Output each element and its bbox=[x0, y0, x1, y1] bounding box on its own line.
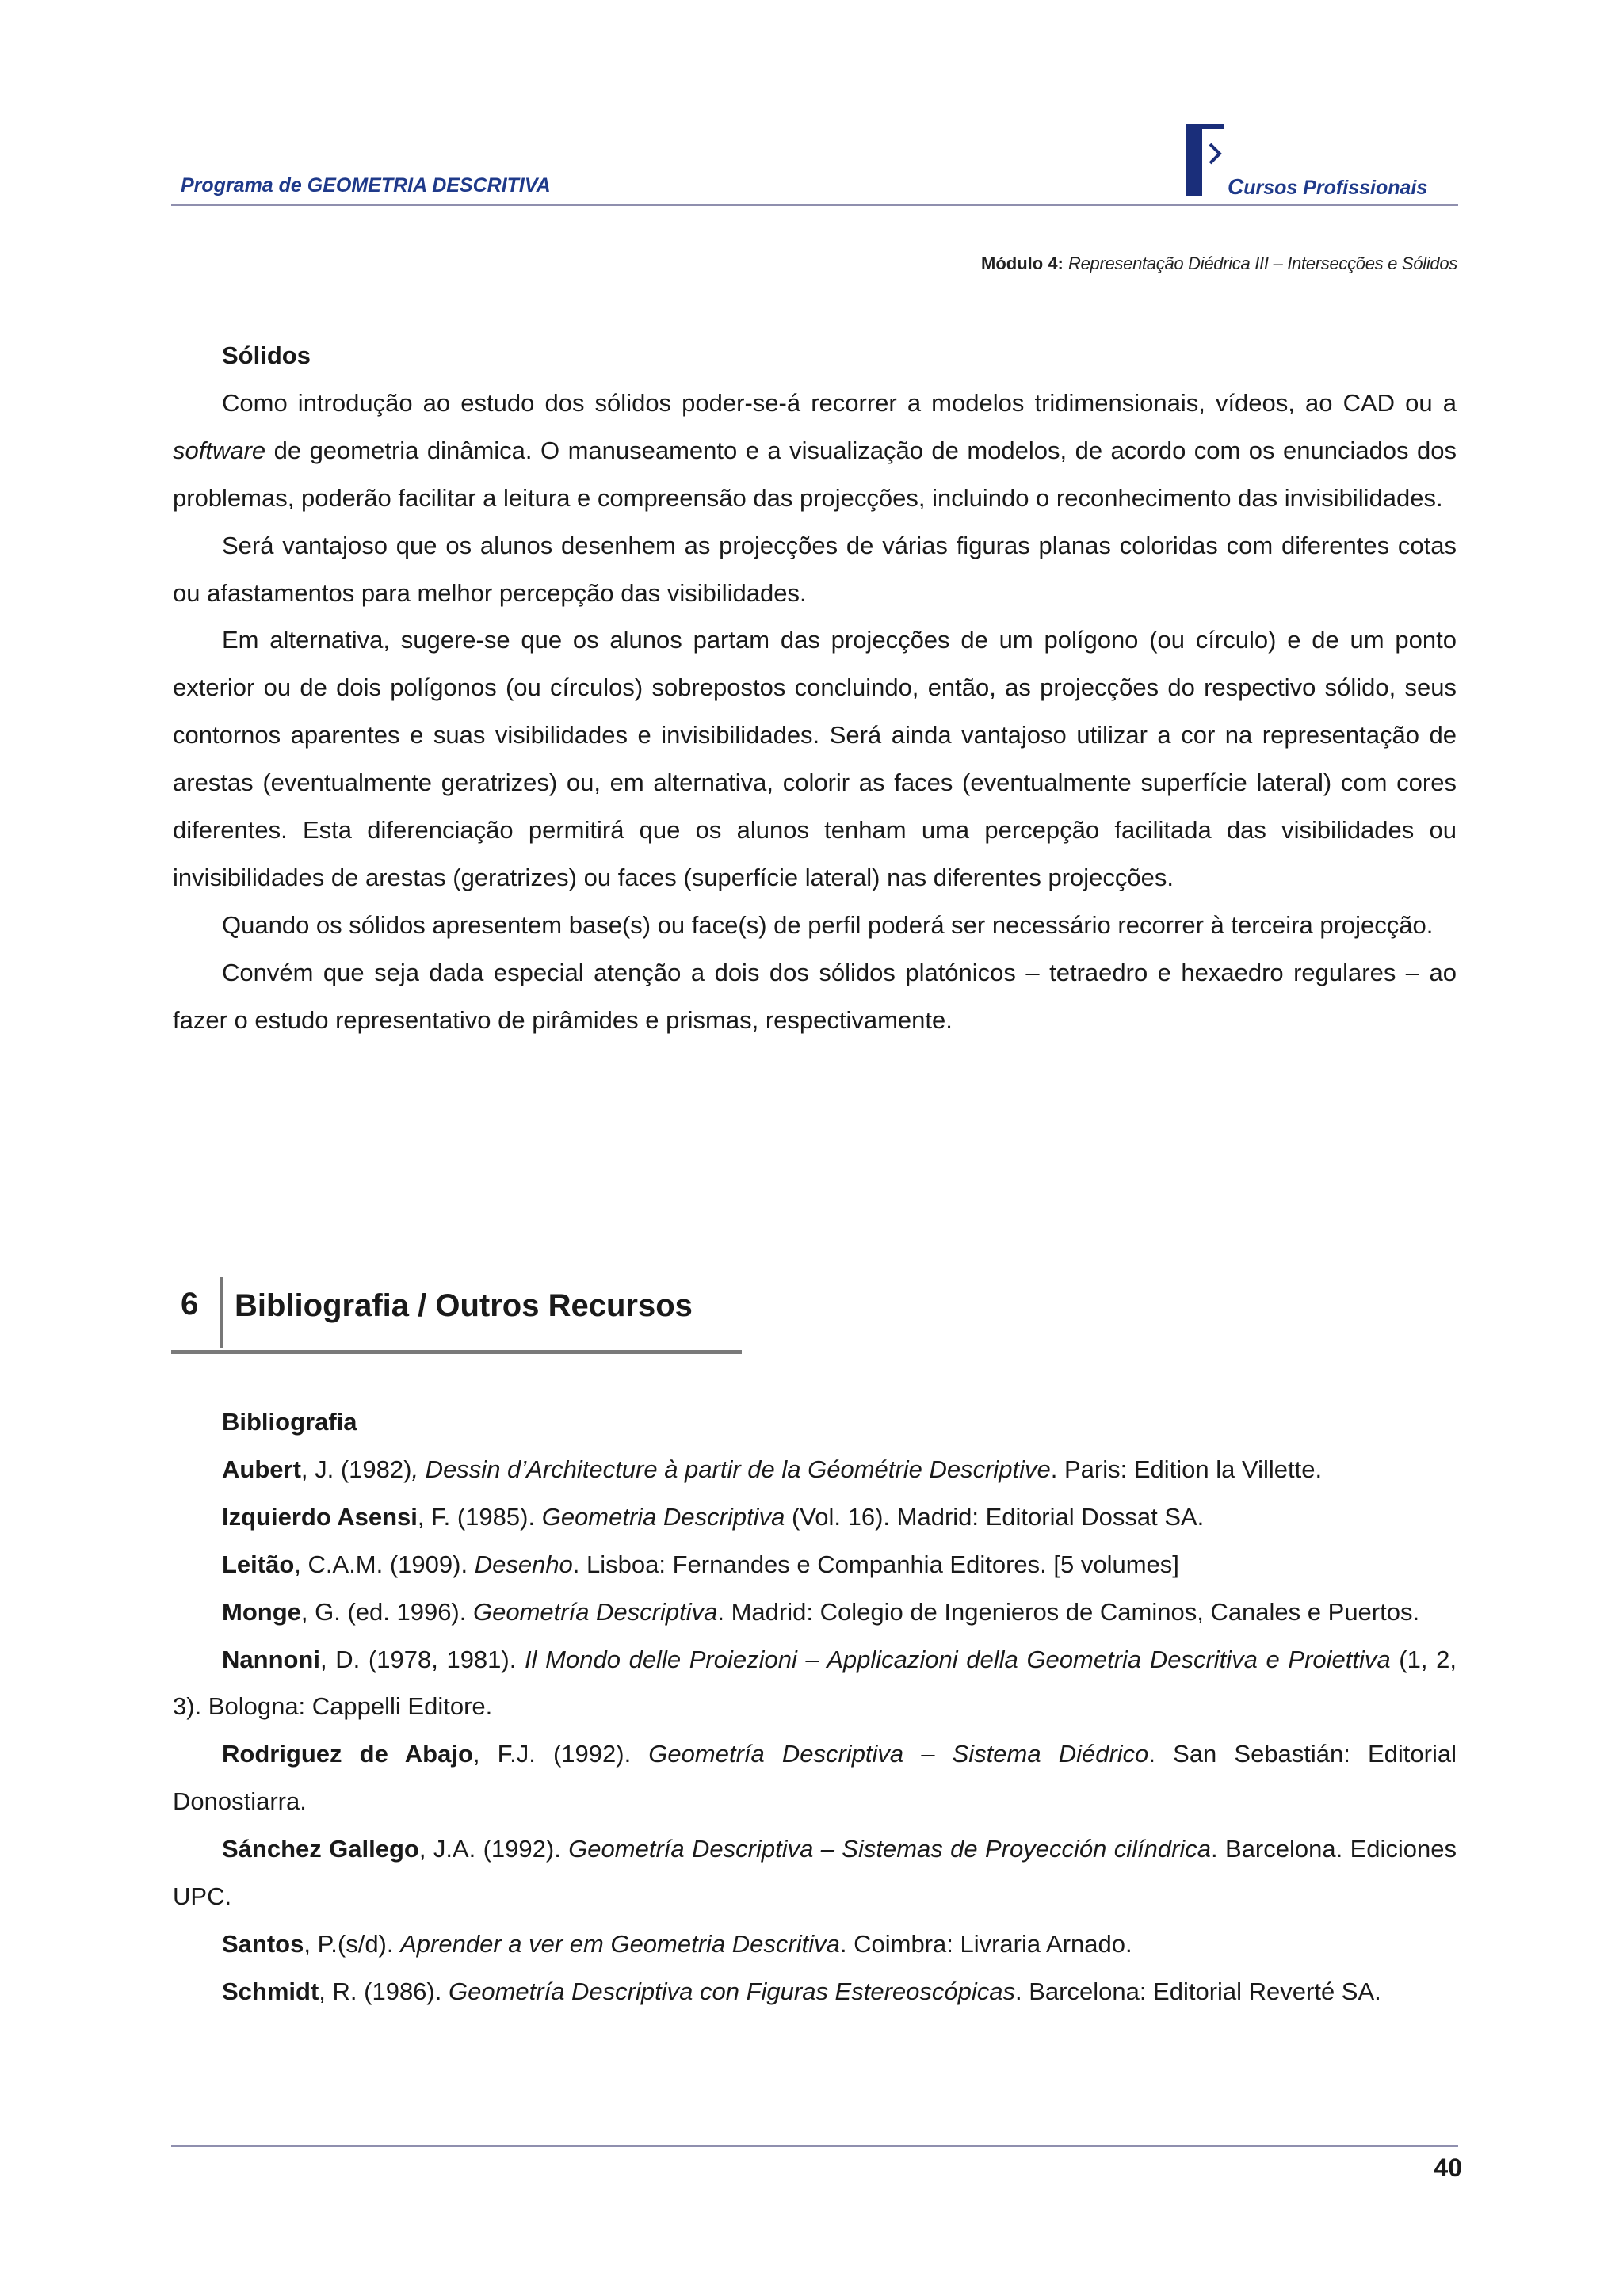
section-underline bbox=[171, 1350, 742, 1354]
bibliography-list bbox=[173, 1446, 1457, 2016]
entry-author: Santos bbox=[222, 1929, 304, 1958]
entry-author: Rodriguez de Abajo bbox=[222, 1740, 473, 1768]
entry-details: , P.(s/d). bbox=[304, 1929, 401, 1958]
entry-details: , F. (1985). bbox=[417, 1502, 542, 1531]
entry-publisher: . Barcelona: Editorial Reverté SA. bbox=[1015, 1977, 1381, 2005]
entry-author: Leitão bbox=[222, 1550, 295, 1578]
section-title: Bibliografia / Outros Recursos bbox=[235, 1288, 693, 1323]
bibliography-entry bbox=[173, 1730, 1457, 1825]
header-brand-rest: ursos Profissionais bbox=[1243, 177, 1428, 199]
entry-author: Izquierdo Asensi bbox=[222, 1502, 418, 1531]
solidos-heading: Sólidos bbox=[222, 341, 311, 369]
bibliography-entry bbox=[173, 1493, 1457, 1541]
paragraph: Convém que seja dada especial atenção a dois dos sólidos platónicos – tetraedro e hexaedro regulares – ao fazer o estudo representativo de pirâmides e prismas, respectivamente. bbox=[173, 958, 1457, 1034]
entry-title: Desenho bbox=[474, 1550, 573, 1578]
paragraph-text: de geometria dinâmica. O manuseamento e a visualização de modelos, de acordo com os enunciados dos problemas, poderão facilitar a leitura e compreensão das projecções, incluindo o reconhecimento das invisibilidades. bbox=[173, 436, 1457, 512]
entry-details: , R. (1986). bbox=[319, 1977, 449, 2005]
header-brand-initial: C bbox=[1228, 174, 1244, 199]
paragraph-emphasis: software bbox=[173, 436, 266, 464]
footer-rule bbox=[171, 2145, 1458, 2147]
header-brand bbox=[1228, 174, 1427, 200]
entry-title: Il Mondo delle Proiezioni – Applicazioni della Geometria Descritiva e Proiettiva bbox=[525, 1645, 1391, 1673]
paragraph-text: Como introdução ao estudo dos sólidos poder-se-á recorrer a modelos tridimensionais, vídeos, ao CAD ou a bbox=[222, 388, 1457, 417]
paragraph: Será vantajoso que os alunos desenhem as projecções de várias figuras planas coloridas com diferentes cotas ou afastamentos para melhor percepção das visibilidades. bbox=[173, 531, 1457, 607]
entry-author: Nannoni bbox=[222, 1645, 320, 1673]
entry-title: Geometria Descriptiva bbox=[541, 1502, 785, 1531]
entry-publisher: . Paris: Edition la Villette. bbox=[1050, 1455, 1323, 1483]
header-program-title: Programa de GEOMETRIA DESCRITIVA bbox=[181, 174, 551, 196]
page-number: 40 bbox=[1434, 2153, 1462, 2182]
header-rule bbox=[171, 204, 1458, 206]
bibliography-entry bbox=[173, 1825, 1457, 1920]
bibliography-entry bbox=[173, 1541, 1457, 1589]
entry-title: Aprender a ver em Geometria Descritiva bbox=[400, 1929, 840, 1958]
entry-details: , J.A. (1992). bbox=[418, 1835, 569, 1863]
entry-title: Geometría Descriptiva – Sistemas de Proyección cilíndrica bbox=[568, 1835, 1212, 1863]
entry-details: , F.J. (1992). bbox=[472, 1740, 649, 1768]
entry-title: Geometría Descriptiva con Figuras Estereoscópicas bbox=[448, 1977, 1015, 2005]
entry-publisher: . San Sebastián: Editorial Donostiarra. bbox=[173, 1740, 1457, 1816]
entry-author: Aubert bbox=[222, 1455, 301, 1483]
bibliography-entry bbox=[173, 1636, 1457, 1731]
entry-title: , Dessin d’Architecture à partir de la Géométrie Descriptive bbox=[411, 1455, 1051, 1483]
module-caption bbox=[981, 254, 1457, 274]
entry-title: Geometría Descriptiva bbox=[472, 1597, 718, 1626]
entry-author: Schmidt bbox=[222, 1977, 319, 2005]
paragraph: Quando os sólidos apresentem base(s) ou face(s) de perfil poderá ser necessário recorrer à terceira projecção. bbox=[222, 910, 1434, 939]
module-description: Representação Diédrica III – Intersecções e Sólidos bbox=[1068, 254, 1457, 273]
bibliography-entry bbox=[173, 1968, 1457, 2016]
entry-author: Monge bbox=[222, 1597, 301, 1626]
entry-details: , J. (1982) bbox=[300, 1455, 412, 1483]
bibliography bbox=[173, 1398, 1457, 2016]
entry-publisher: . Lisboa: Fernandes e Companhia Editores. [5 volumes] bbox=[572, 1550, 1179, 1578]
entry-details: , D. (1978, 1981). bbox=[320, 1645, 525, 1673]
entry-publisher: . Madrid: Colegio de Ingenieros de Caminos, Canales e Puertos. bbox=[717, 1597, 1420, 1626]
entry-publisher: (1, 2, 3). Bologna: Cappelli Editore. bbox=[173, 1645, 1457, 1721]
bibliography-entry bbox=[173, 1920, 1457, 1968]
entry-details: , G. (ed. 1996). bbox=[300, 1597, 473, 1626]
entry-author: Sánchez Gallego bbox=[222, 1835, 419, 1863]
module-label: Módulo 4: bbox=[981, 254, 1064, 273]
entry-publisher: . Coimbra: Livraria Arnado. bbox=[839, 1929, 1132, 1958]
entry-publisher: . Barcelona. Ediciones UPC. bbox=[173, 1835, 1457, 1911]
section-number: 6 bbox=[181, 1287, 199, 1322]
bibliography-heading: Bibliografia bbox=[222, 1408, 357, 1436]
section-heading bbox=[171, 1277, 742, 1353]
section-divider bbox=[220, 1277, 223, 1348]
bibliography-entry bbox=[173, 1589, 1457, 1636]
paragraph bbox=[173, 379, 1457, 522]
paragraph: Em alternativa, sugere-se que os alunos partam das projecções de um polígono (ou círculo) e de um ponto exterior ou de dois polígonos (ou círculos) sobrepostos concluindo, então, as projecções do respectivo sólido, seus contornos aparentes e suas visibilidades e invisibilidades. Será ainda vantajoso utilizar a cor na representação de arestas (eventualmente geratrizes) ou, em alternativa, colorir as faces (eventualmente superfície lateral) com cores diferentes. Esta diferenciação permitirá que os alunos tenham uma percepção facilitada das visibilidades ou invisibilidades de arestas (geratrizes) ou faces (superfície lateral) nas diferentes projecções. bbox=[173, 626, 1457, 891]
entry-publisher: (Vol. 16). Madrid: Editorial Dossat SA. bbox=[785, 1502, 1205, 1531]
entry-details: , C.A.M. (1909). bbox=[294, 1550, 475, 1578]
bibliography-entry bbox=[173, 1446, 1457, 1493]
entry-title: Geometría Descriptiva – Sistema Diédrico bbox=[648, 1740, 1149, 1768]
solidos-section bbox=[173, 332, 1457, 1044]
